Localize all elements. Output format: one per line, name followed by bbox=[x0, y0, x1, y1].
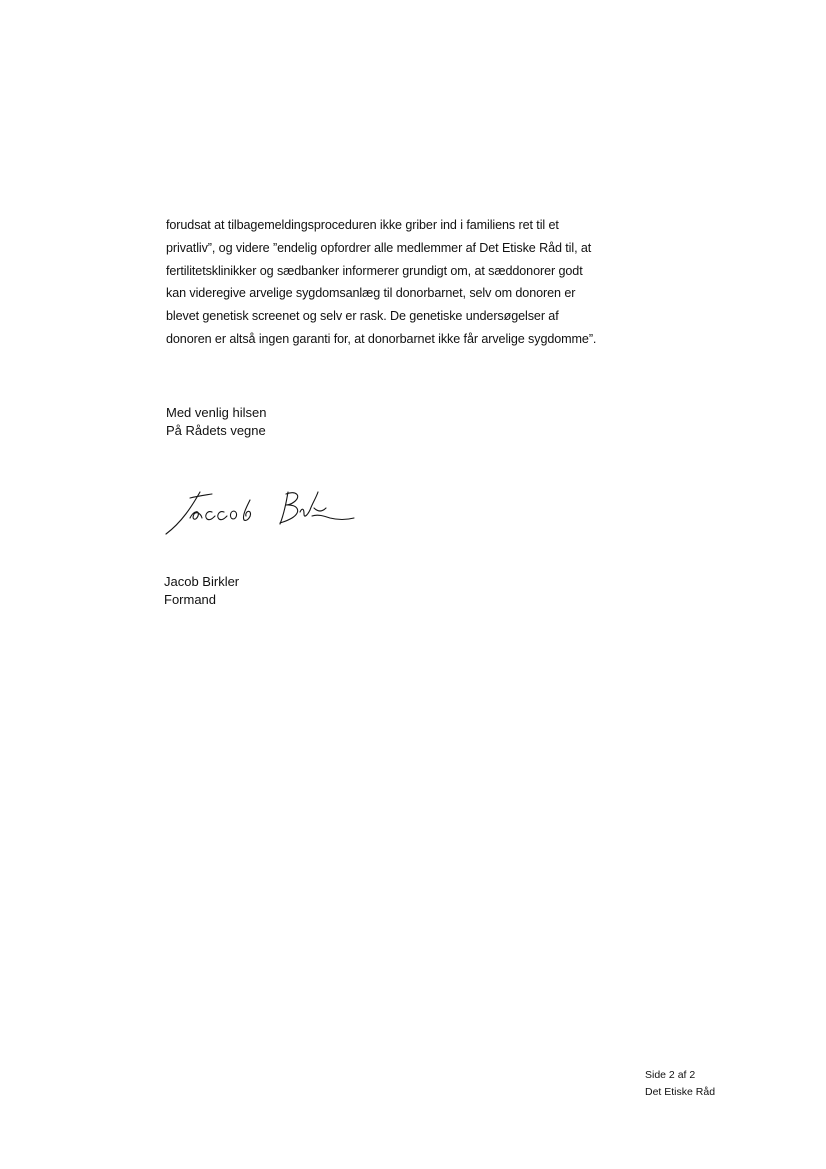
body-line: donoren er altså ingen garanti for, at donorbarnet ikke får arvelige sygdomme”. bbox=[166, 331, 597, 346]
body-line: forudsat at tilbagemeldingsproceduren ikke griber ind i familiens ret til et bbox=[166, 218, 559, 232]
closing-greeting: Med venlig hilsen bbox=[166, 405, 267, 420]
signatory-name: Jacob Birkler bbox=[164, 574, 240, 589]
body-line: kan videregive arvelige sygdomsanlæg til donorbarnet, selv om donoren er bbox=[166, 286, 576, 301]
body-line: privatliv”, og videre ”endelig opfordrer alle medlemmer af Det Etiske Råd til, at bbox=[166, 240, 592, 255]
footer-organization: Det Etiske Råd bbox=[645, 1086, 716, 1098]
handwritten-signature bbox=[160, 478, 360, 548]
closing-on-behalf: På Rådets vegne bbox=[166, 423, 266, 438]
body-line: fertilitetsklinikker og sædbanker informerer grundigt om, at sæddonorer godt bbox=[166, 263, 583, 278]
body-line: blevet genetisk screenet og selv er rask. De genetiske undersøgelser af bbox=[166, 309, 559, 324]
closing-block bbox=[166, 404, 266, 440]
letter-body bbox=[166, 214, 666, 351]
signatory-title: Formand bbox=[164, 592, 217, 607]
signatory-block bbox=[164, 573, 239, 609]
page-number: Side 2 af 2 bbox=[645, 1069, 696, 1081]
page-footer bbox=[645, 1067, 715, 1101]
